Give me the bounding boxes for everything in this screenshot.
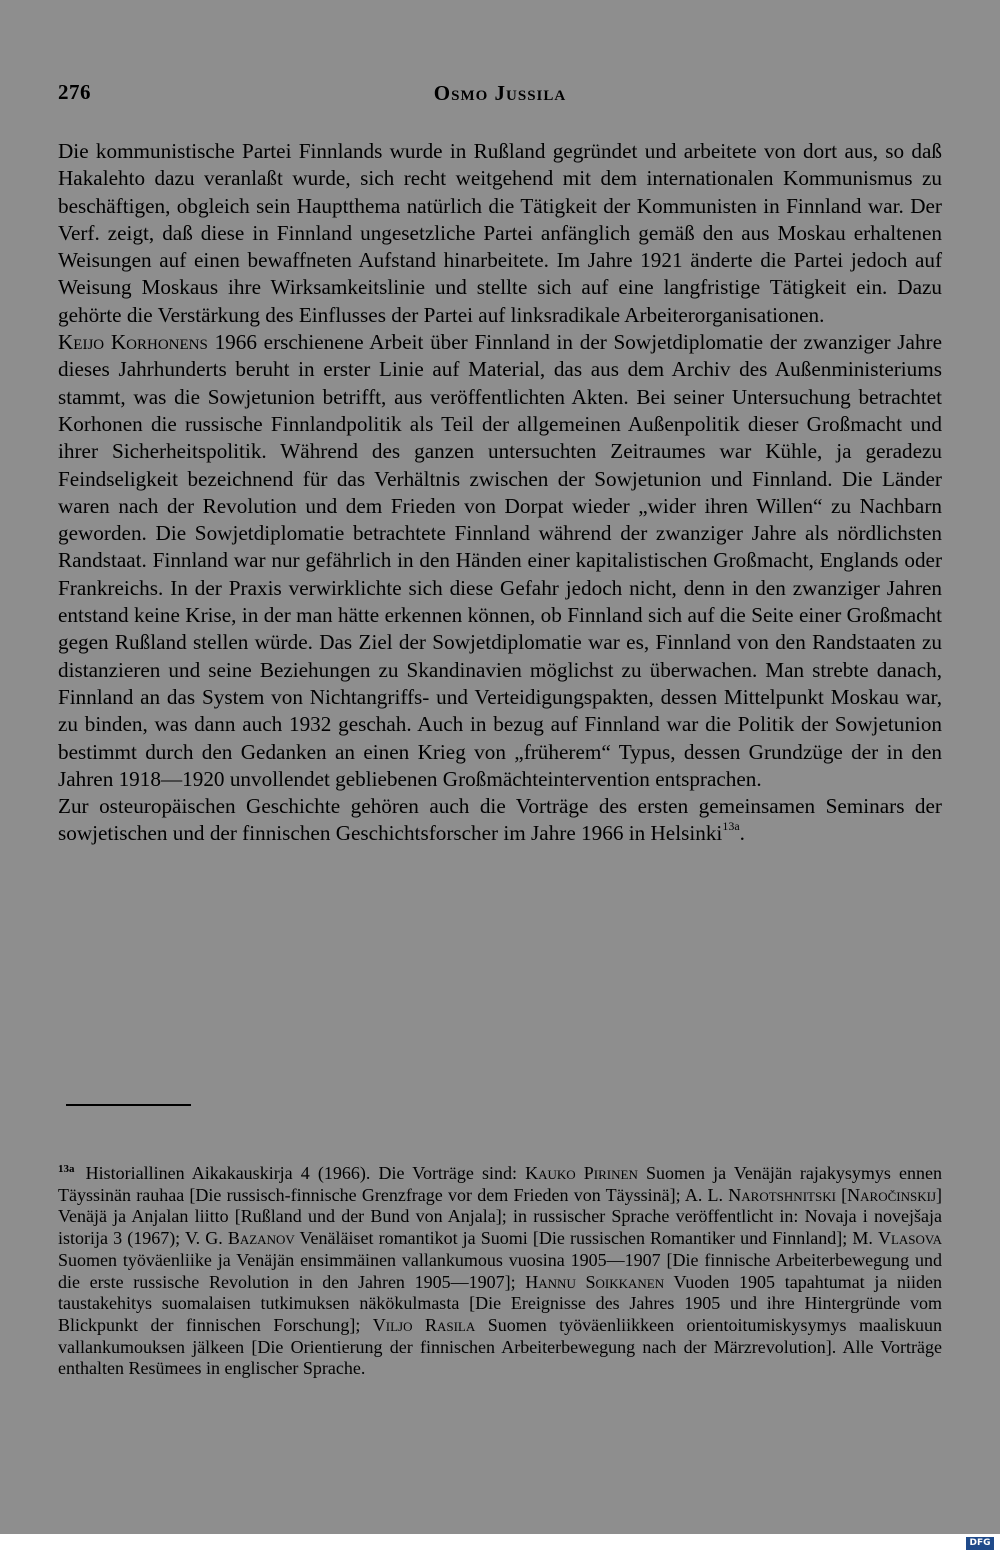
footnote-text-4: ] Venäjä ja Anjalan liitto [Rußland und der Bund von Anjala]; in russischer Sprache veröffentlicht in: Novaja i novejšaja istorija 3 (1967); V. G. bbox=[58, 1184, 942, 1249]
footnote-author-6: Hannu Soikkanen bbox=[525, 1271, 665, 1292]
author-name: Keijo Korhonens bbox=[58, 330, 208, 355]
footnote-author-5: Vlasova bbox=[877, 1228, 942, 1249]
paragraph-2 bbox=[58, 329, 942, 793]
footnote-mark: 13a bbox=[58, 1163, 75, 1175]
paragraph-3-text: Zur osteuropäischen Geschichte gehören auch die Vorträge des ersten gemeinsamen Seminars der sowjetischen und der finnischen Geschichtsforscher im Jahre 1966 in Helsinki bbox=[58, 794, 942, 846]
footnote-author-4: Bazanov bbox=[227, 1228, 295, 1249]
paragraph-3 bbox=[58, 793, 942, 848]
body-text bbox=[58, 138, 942, 848]
footnote-divider bbox=[66, 1104, 191, 1106]
footnote bbox=[58, 1163, 942, 1380]
footnote-text-2: Suomen ja Venäjän rajakysymys ennen Täyssinän rauhaa [Die russisch-finnische Grenzfrage vor dem Frieden von Täyssinä]; A. L. bbox=[58, 1163, 943, 1205]
footnote-text-8: Suomen työväenliikkeen orientoitumiskysymys maaliskuun vallankumouksen jälkeen [Die Orientierung der finnischen Arbeiterbewegung nach der Märzrevolution]. Alle Vorträge enthalten Resümees in englischer Sprache. bbox=[58, 1314, 942, 1379]
page-number: 276 bbox=[58, 80, 91, 104]
footnote-reference[interactable]: 13a bbox=[722, 819, 740, 834]
footnote-author-7: Viljo Rasila bbox=[372, 1314, 476, 1335]
footnote-text-3: [ bbox=[835, 1184, 848, 1205]
footnote-text-6: Suomen työväenliike ja Venäjän ensimmäinen vallankumous vuosina 1905—1907 [Die finnische Arbeiterbewegung und die erste russische Revolution in den Jahren 1905—1907]; bbox=[58, 1249, 942, 1292]
scan-credit-bar bbox=[0, 1534, 1000, 1554]
footnote-text-5: Venäläiset romantikot ja Suomi [Die russischen Romantiker und Finnland]; M. bbox=[294, 1228, 878, 1249]
dfg-logo: DFG bbox=[966, 1537, 994, 1550]
paragraph-3-end: . bbox=[739, 821, 745, 846]
footnote-author-2: Narotshnitski bbox=[728, 1184, 836, 1205]
running-head: Osmo Jussila bbox=[433, 81, 567, 105]
paragraph-2-text: 1966 erschienene Arbeit über Finnland in der Sowjetdiplomatie der zwanziger Jahre dieses Jahrhunderts beruht in erster Linie auf Material, das aus dem Archiv des Außenministeriums stammt, was die Sowjetunion betrifft, aus veröffentlichten Akten. Bei seiner Untersuchung betrachtet Korhonen die russische Finnlandpolitik als Teil der allgemeinen Außenpolitik dieser Großmacht und ihrer Sicherheitspolitik. Während des ganzen untersuchten Zeitraumes war Kühle, ja geradezu Feindseligkeit bezeichnend für das Verhältnis zwischen der Sowjetunion und Finnland. Die Länder waren nach der Revolution und dem Frieden von Dorpat wieder „wider ihren Willen“ zu Nachbarn geworden. Die Sowjetdiplomatie betrachtete Finnland während der zwanziger Jahre als nördlichsten Randstaat. Finnland war nur gefährlich in den Händen einer kapitalistischen Großmacht, Englands oder Frankreichs. In der Praxis verwirklichte sich diese Gefahr jedoch nicht, denn in den zwanziger Jahren entstand keine Krise, in der man hätte erkennen können, ob Finnland sich auf die Seite einer Großmacht gegen Rußland stellen würde. Das Ziel der Sowjetdiplomatie war es, Finnland von den Randstaaten zu distanzieren und seine Beziehungen zu Skandinavien möglichst zu überwachen. Man strebte danach, Finnland an das System von Nichtangriffs- und Verteidigungspakten, dessen Mittelpunkt Moskau war, zu binden, was dann auch 1932 geschah. Auch in bezug auf Finnland war die Politik der Sowjetunion bestimmt durch den Gedanken an einen Krieg von „früherem“ Typus, dessen Grundzüge der in den Jahren 1918—1920 unvollendet gebliebenen Großmächteintervention entsprachen. bbox=[58, 330, 942, 791]
paragraph-1: Die kommunistische Partei Finnlands wurde in Rußland gegründet und arbeitete von dort aus, so daß Hakalehto dazu veranlaßt wurde, sich recht weitgehend mit dem internationalen Kommunismus zu beschäftigen, obgleich sein Hauptthema natürlich die Tätigkeit der Kommunisten in Finnland war. Der Verf. zeigt, daß diese in Finnland ungesetzliche Partei anfänglich gemäß den aus Moskau erhaltenen Weisungen auf einen bewaffneten Aufstand hinarbeitete. Im Jahre 1921 änderte die Partei jedoch auf Weisung Moskaus ihre Wirksamkeitslinie und stellte sich auf eine langfristige Tätigkeit ein. Dazu gehörte die Verstärkung des Einflusses der Partei auf linksradikale Arbeiterorganisationen. bbox=[58, 139, 942, 327]
footnote-author-1: Kauko Pirinen bbox=[525, 1163, 638, 1183]
footnote-text-7: Vuoden 1905 tapahtumat ja niiden taustakehitys suomalaisen tutkimuksen näkökulmasta [Die Ereignisse des Jahres 1905 und ihre Hintergründe vom Blickpunkt der finnischen Forschung]; bbox=[58, 1271, 943, 1335]
page-header bbox=[58, 80, 942, 110]
footnote-author-3: Naročinskij bbox=[847, 1184, 936, 1205]
footnote-text-1: Historiallinen Aikakauskirja 4 (1966). Die Vorträge sind: bbox=[77, 1163, 526, 1183]
